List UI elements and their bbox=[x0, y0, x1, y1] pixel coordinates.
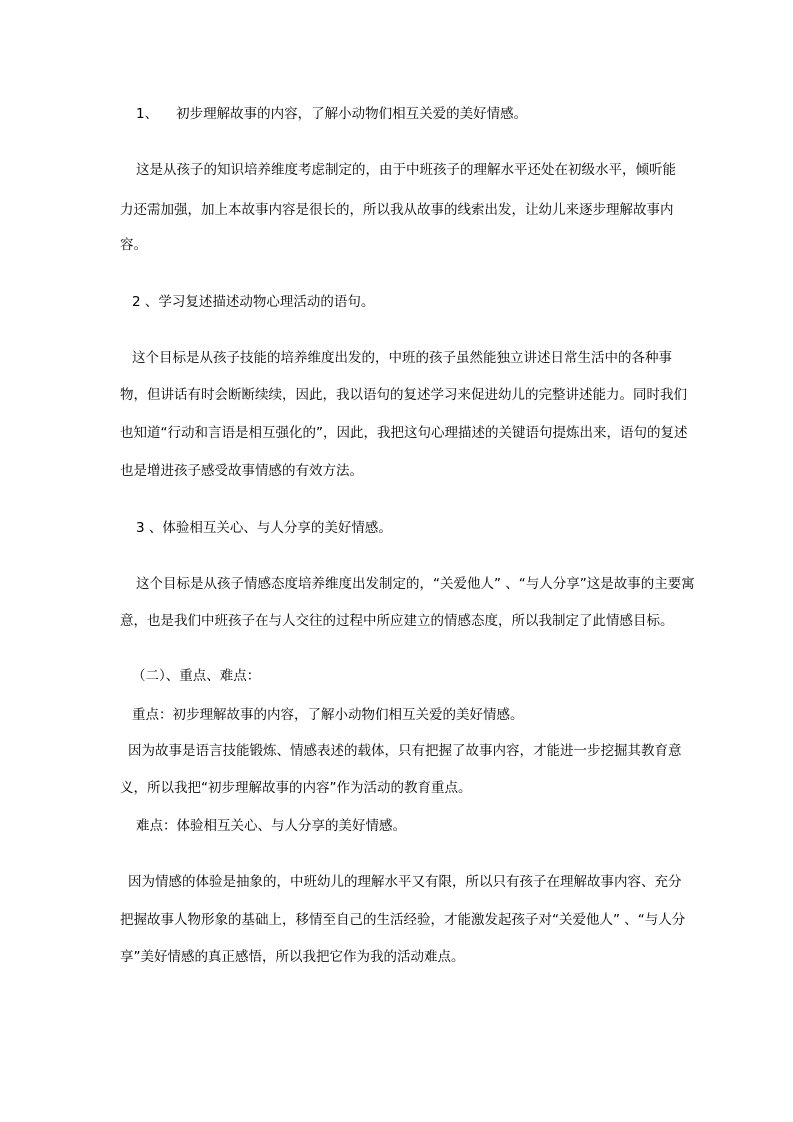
goal-1-text: 初步理解故事的内容，了解小动物们相互关爱的美好情感。 bbox=[176, 106, 528, 122]
goal-2-line-3: 也知道“行动和言语是相互强化的”，因此，我把这句心理描述的关键语句提炼出来，语句的复述 bbox=[120, 425, 688, 441]
goal-3-line-2: 意，也是我们中班孩子在与人交往的过程中所应建立的情感态度，所以我制定了此情感目标。 bbox=[120, 613, 674, 629]
goal-1-line-3: 容。 bbox=[120, 237, 147, 253]
goal-3-line-1: 这个目标是从孩子情感态度培养维度出发制定的，“关爱他人” 、“与人分享”这是故事的主要寓 bbox=[136, 576, 695, 592]
difficulty-reason-line-2: 把握故事人物形象的基础上，移情至自己的生活经验，才能激发起孩子对“关爱他人” 、“与人分 bbox=[120, 912, 686, 928]
difficulty-reason-line-3: 享”美好情感的真正感悟，所以我把它作为我的活动难点。 bbox=[120, 949, 465, 965]
difficulty-reason-line-1: 因为情感的体验是抽象的，中班幼儿的理解水平又有限，所以只有孩子在理解故事内容、充分 bbox=[128, 874, 682, 890]
goal-1-line-1: 这是从孩子的知识培养维度考虑制定的，由于中班孩子的理解水平还处在初级水平，倾听能 bbox=[136, 162, 676, 178]
key-reason-line-1: 因为故事是语言技能锻炼、情感表述的载体，只有把握了故事内容，才能进一步挖掘其教育意 bbox=[128, 743, 682, 759]
difficulty: 难点：体验相互关心、与人分享的美好情感。 bbox=[136, 818, 406, 834]
goal-3-heading: 3 、体验相互关心、与人分享的美好情感。 bbox=[136, 520, 392, 536]
goal-1-number: 1、 bbox=[136, 106, 159, 122]
goal-2-line-2: 物，但讲话有时会断断续续，因此，我以语句的复述学习来促进幼儿的完整讲述能力。同时我们 bbox=[120, 387, 687, 403]
goal-2-line-4: 也是增进孩子感受故事情感的有效方法。 bbox=[120, 463, 363, 479]
goal-2-line-1: 这个目标是从孩子技能的培养维度出发的，中班的孩子虽然能独立讲述日常生活中的各种事 bbox=[132, 350, 672, 366]
goal-2-heading: 2 、学习复述描述动物心理活动的语句。 bbox=[132, 294, 375, 310]
goal-1-line-2: 力还需加强，加上本故事内容是很长的，所以我从故事的线索出发，让幼儿来逐步理解故事内 bbox=[120, 202, 674, 218]
section-2-heading: （二）、重点、难点： bbox=[132, 668, 261, 684]
key-reason-line-2: 义，所以我把“初步理解故事的内容”作为活动的教育重点。 bbox=[120, 780, 472, 796]
key-point: 重点：初步理解故事的内容，了解小动物们相互关爱的美好情感。 bbox=[132, 707, 524, 723]
goal-1-heading bbox=[136, 104, 696, 124]
